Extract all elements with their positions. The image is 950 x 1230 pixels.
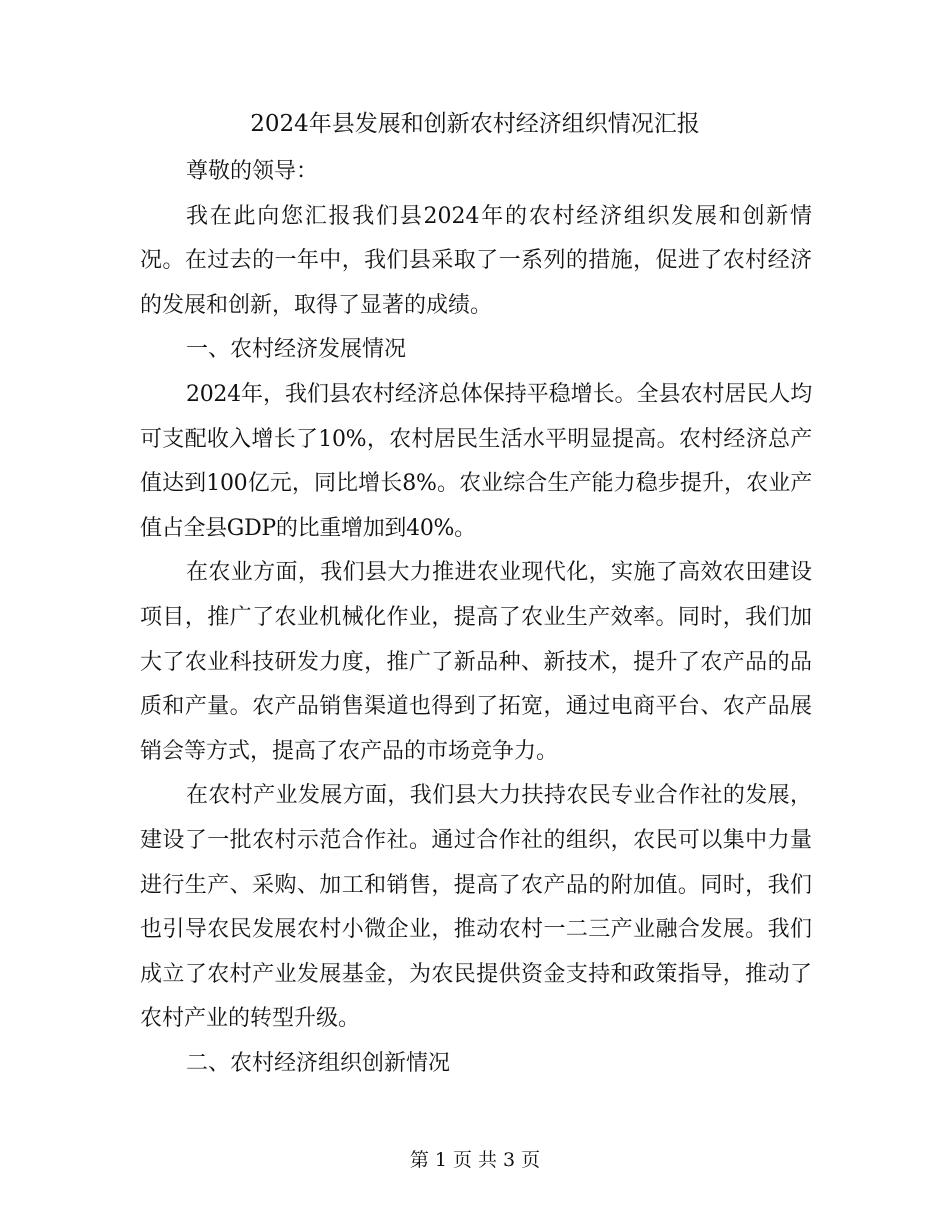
section-heading-2: 二、农村经济组织创新情况: [186, 1050, 451, 1076]
page-footer: [0, 1146, 950, 1174]
paragraph-intro: 我在此向您汇报我们县2024年的农村经济组织发展和创新情况。在过去的一年中，我们县采取了一系列的措施，促进了农村经济的发展和创新，取得了显著的成绩。: [140, 203, 812, 318]
paragraph-economy: 2024年，我们县农村经济总体保持平稳增长。全县农村居民人均可支配收入增长了10%，农村居民生活水平明显提高。农村经济总产值达到100亿元，同比增长8%。农业综合生产能力稳步提升，农业产值占全县GDP的比重增加到40%。: [140, 381, 812, 541]
paragraph-industry: 在农村产业发展方面，我们县大力扶持农民专业合作社的发展，建设了一批农村示范合作社。通过合作社的组织，农民可以集中力量进行生产、采购、加工和销售，提高了农产品的附加值。同时，我们也引导农民发展农村小微企业，推动农村一二三产业融合发展。我们成立了农村产业发展基金，为农民提供资金支持和政策指导，推动了农村产业的转型升级。: [140, 783, 812, 1032]
section-heading-1: 一、农村经济发展情况: [186, 337, 407, 363]
document-title: 2024年县发展和创新农村经济组织情况汇报: [250, 111, 700, 137]
document-body: [140, 150, 812, 1086]
page-number: 第 1 页 共 3 页: [409, 1149, 541, 1171]
paragraph-agriculture: 在农业方面，我们县大力推进农业现代化，实施了高效农田建设项目，推广了农业机械化作业，提高了农业生产效率。同时，我们加大了农业科技研发力度，推广了新品种、新技术，提升了农产品的品质和产量。农产品销售渠道也得到了拓宽，通过电商平台、农产品展销会等方式，提高了农产品的市场竞争力。: [140, 560, 812, 764]
greeting: 尊敬的领导：: [186, 159, 319, 184]
